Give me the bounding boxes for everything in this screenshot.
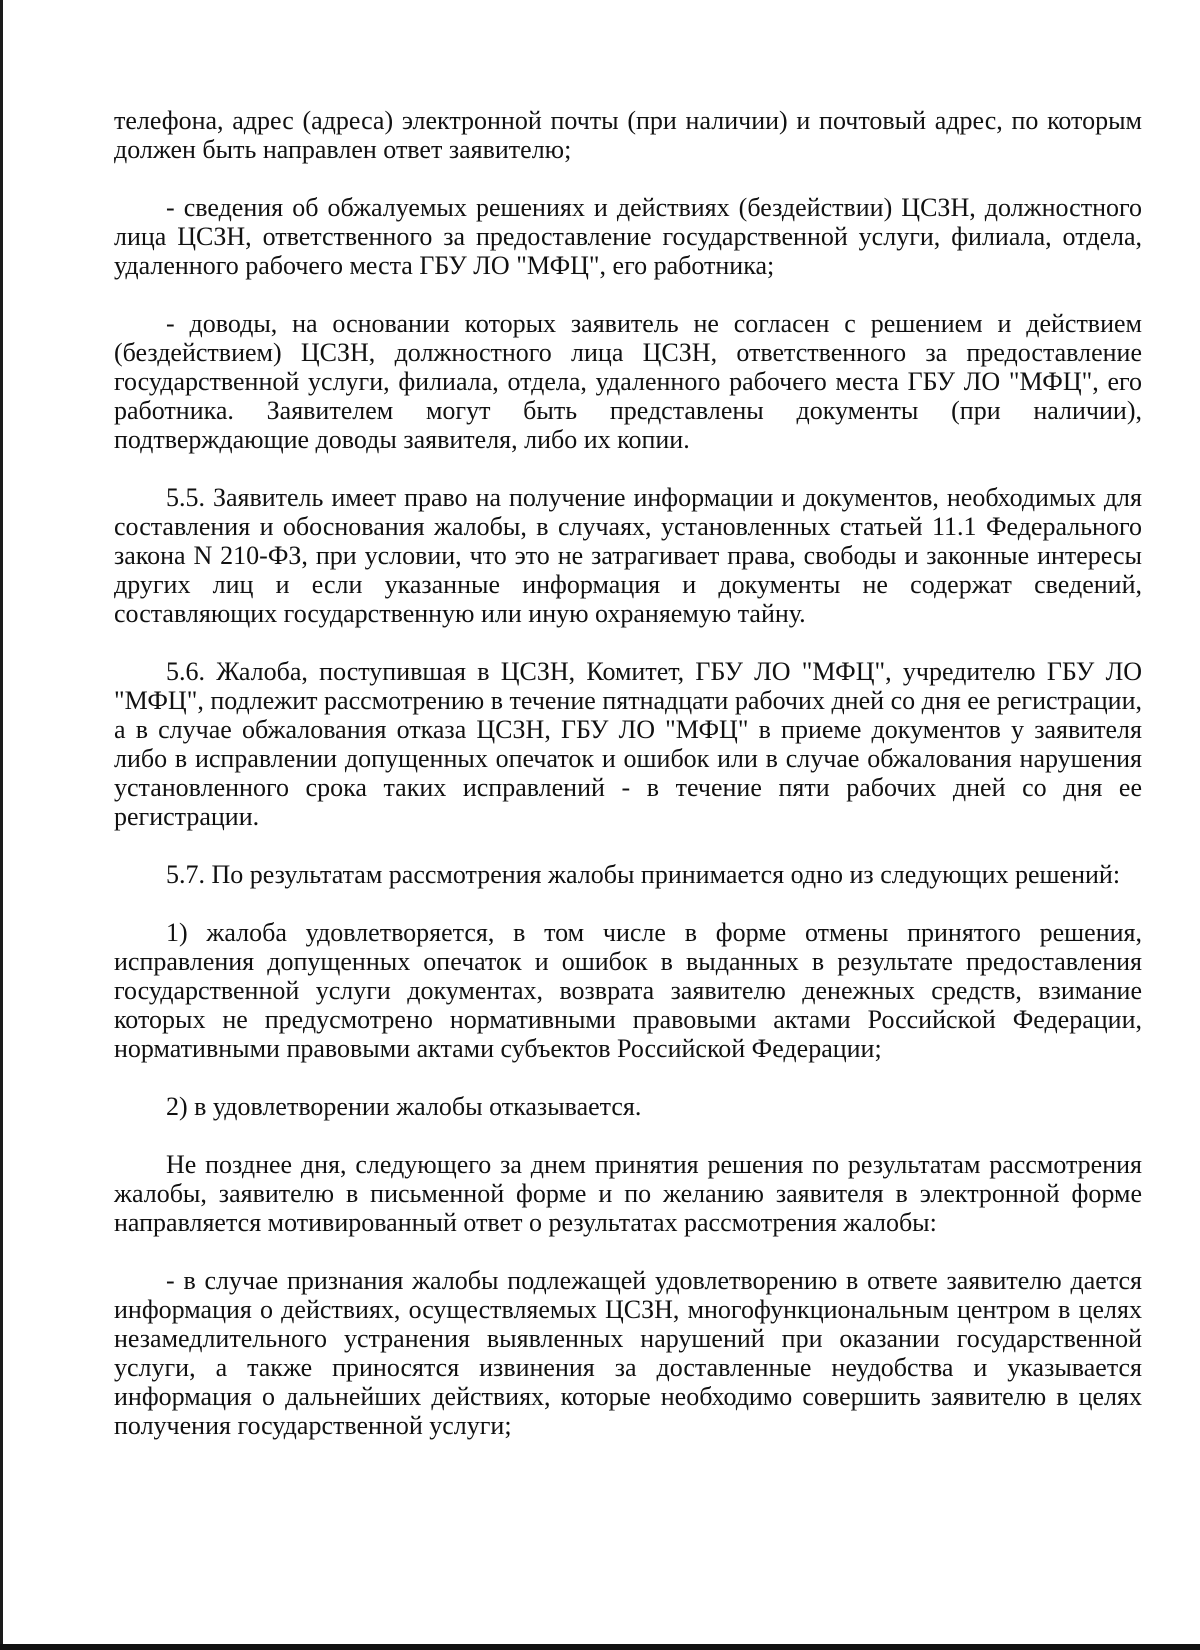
paragraph-contact-continuation: телефона, адрес (адреса) электронной почты (при наличии) и почтовый адрес, по которым должен быть направлен ответ заявителю; xyxy=(114,106,1142,164)
paragraph-decision-2: 2) в удовлетворении жалобы отказывается. xyxy=(166,1092,642,1121)
scan-bottom-edge xyxy=(0,1644,1200,1650)
paragraph-arguments: - доводы, на основании которых заявитель не согласен с решением и действием (бездействием) ЦСЗН, должностного лица ЦСЗН, ответственного за предоставление государственной услуги, филиала, отдела, удаленного рабочего места ГБУ ЛО "МФЦ", его работника. Заявителем могут быть представлены документы (при наличии), подтверждающие доводы заявителя, либо их копии. xyxy=(114,309,1142,454)
paragraph-decision-1: 1) жалоба удовлетворяется, в том числе в форме отмены принятого решения, исправления допущенных опечаток и ошибок в выданных в результате предоставления государственной услуги документах, возврата заявителю денежных средств, взимание которых не предусмотрено нормативными правовыми актами Российской Федерации, нормативными правовыми актами субъектов Российской Федерации; xyxy=(114,918,1142,1063)
paragraph-5-7: 5.7. По результатам рассмотрения жалобы принимается одно из следующих решений: xyxy=(166,860,1121,889)
document-body xyxy=(114,106,1142,1469)
paragraph-response-satisfied: - в случае признания жалобы подлежащей удовлетворению в ответе заявителю дается информация о действиях, осуществляемых ЦСЗН, многофункциональным центром в целях незамедлительного устранения выявленных нарушений при оказании государственной услуги, а также приносятся извинения за доставленные неудобства и указывается информация о дальнейших действиях, которые необходимо совершить заявителю в целях получения государственной услуги; xyxy=(114,1266,1142,1440)
paragraph-response-deadline: Не позднее дня, следующего за днем принятия решения по результатам рассмотрения жалобы, заявителю в письменной форме и по желанию заявителя в электронной форме направляется мотивированный ответ о результатах рассмотрения жалобы: xyxy=(114,1150,1142,1237)
paragraph-appealed-decisions: - сведения об обжалуемых решениях и действиях (бездействии) ЦСЗН, должностного лица ЦСЗН, ответственного за предоставление государственной услуги, филиала, отдела, удаленного рабочего места ГБУ ЛО "МФЦ", его работника; xyxy=(114,193,1142,280)
paragraph-5-5: 5.5. Заявитель имеет право на получение информации и документов, необходимых для составления и обоснования жалобы, в случаях, установленных статьей 11.1 Федерального закона N 210-ФЗ, при условии, что это не затрагивает права, свободы и законные интересы других лиц и если указанные информация и документы не содержат сведений, составляющих государственную или иную охраняемую тайну. xyxy=(114,483,1142,628)
scan-left-edge xyxy=(0,0,3,1650)
paragraph-5-6: 5.6. Жалоба, поступившая в ЦСЗН, Комитет, ГБУ ЛО "МФЦ", учредителю ГБУ ЛО "МФЦ", подлежит рассмотрению в течение пятнадцати рабочих дней со дня ее регистрации, а в случае обжалования отказа ЦСЗН, ГБУ ЛО "МФЦ" в приеме документов у заявителя либо в исправлении допущенных опечаток и ошибок или в случае обжалования нарушения установленного срока таких исправлений - в течение пяти рабочих дней со дня ее регистрации. xyxy=(114,657,1142,831)
